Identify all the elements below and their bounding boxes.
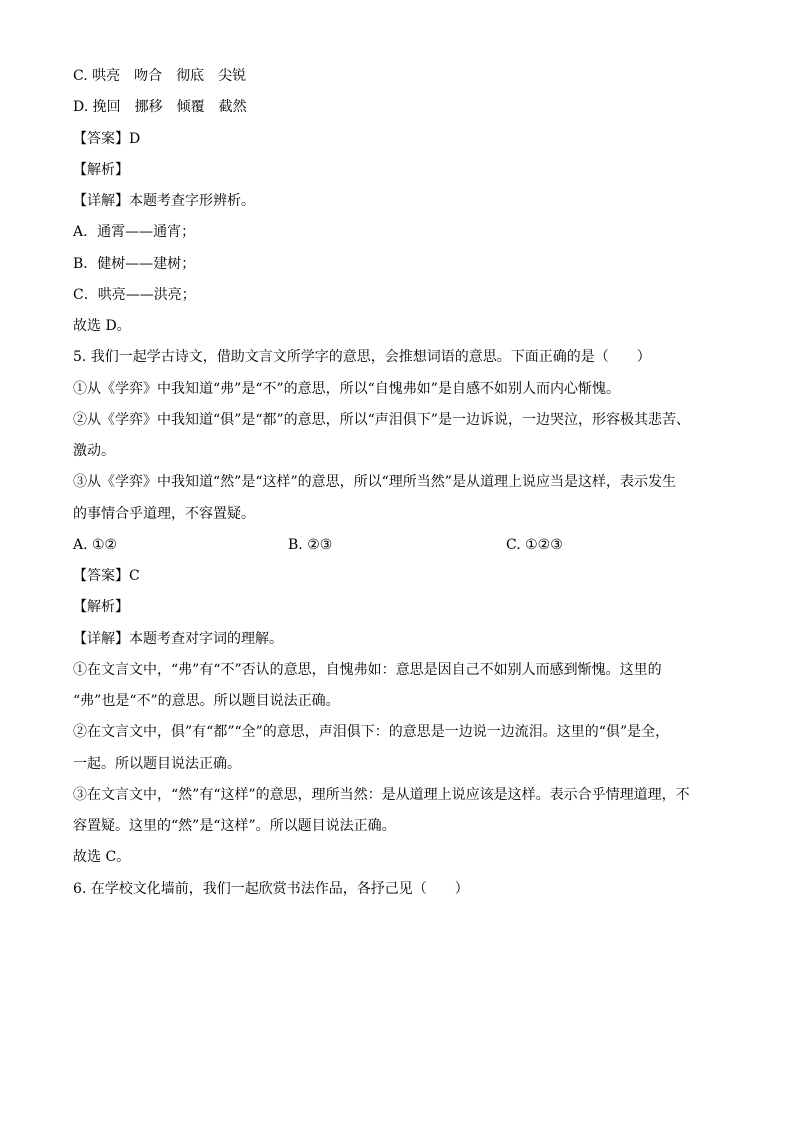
option-a: A. ①② <box>73 537 118 553</box>
detail-line-2: 【详解】本题考查对字词的理解。 <box>73 631 283 647</box>
explanation-3-cont: 容置疑。这里的“然”是“这样”。所以题目说法正确。 <box>73 818 396 834</box>
explanation-a: A．通霄——通宵； <box>73 224 196 240</box>
explanation-1-cont: “弗”也是“不”的意思。所以题目说法正确。 <box>73 693 340 709</box>
explanation-1: ①在文言文中，“弗”有“不”否认的意思，自愧弗如：意思是因自己不如别人而感到惭愧。这里的 <box>73 662 662 678</box>
analysis-label-2: 【解析】 <box>73 599 129 615</box>
detail-line: 【详解】本题考查字形辨析。 <box>73 193 255 209</box>
answer-label: 【答案】D <box>73 131 141 147</box>
explanation-b: B．健树——建树； <box>73 256 196 272</box>
explanation-2: ②在文言文中，俱”有“都”“全”的意思，声泪俱下：的意思是一边说一边流泪。这里的“俱”是全， <box>73 724 670 740</box>
explanation-3: ③在文言文中，“然”有“这样”的意思，理所当然：是从道理上说应该是这样。表示合乎情理道理，不 <box>73 787 690 803</box>
analysis-label: 【解析】 <box>73 162 129 178</box>
question-5-stem: 5. 我们一起学古诗文，借助文言文所学字的意思，会推想词语的意思。下面正确的是（ ） <box>73 349 651 365</box>
statement-2: ②从《学弈》中我知道“俱”是“都”的意思，所以“声泪俱下”是一边诉说，一边哭泣，形容极其悲苦、 <box>73 412 690 428</box>
answer-label-2: 【答案】C <box>73 568 140 584</box>
option-d-line: D. 挽回 挪移 倾覆 截然 <box>73 99 247 115</box>
explanation-c: C．哄亮——洪亮； <box>73 287 196 303</box>
choice-line-2: 故选 C。 <box>73 849 131 865</box>
statement-1: ①从《学弈》中我知道“弗”是“不”的意思，所以“自愧弗如”是自感不如别人而内心惭愧。 <box>73 381 620 397</box>
options-row <box>73 536 117 554</box>
statement-2-cont: 激动。 <box>73 443 115 459</box>
statement-3: ③从《学弈》中我知道“然”是“这样”的意思，所以“理所当然”是从道理上说应当是这样，表示发生 <box>73 474 676 490</box>
option-b: B. ②③ <box>288 537 333 553</box>
statement-3-cont: 的事情合乎道理，不容置疑。 <box>73 506 255 522</box>
option-c-line: C. 哄亮 吻合 彻底 尖锐 <box>73 68 247 84</box>
explanation-2-cont: 一起。所以题目说法正确。 <box>73 756 241 772</box>
choice-line: 故选 D。 <box>73 318 131 334</box>
option-c: C. ①②③ <box>506 537 563 553</box>
question-6-stem: 6. 在学校文化墙前，我们一起欣赏书法作品，各抒己见（ ） <box>73 881 469 897</box>
